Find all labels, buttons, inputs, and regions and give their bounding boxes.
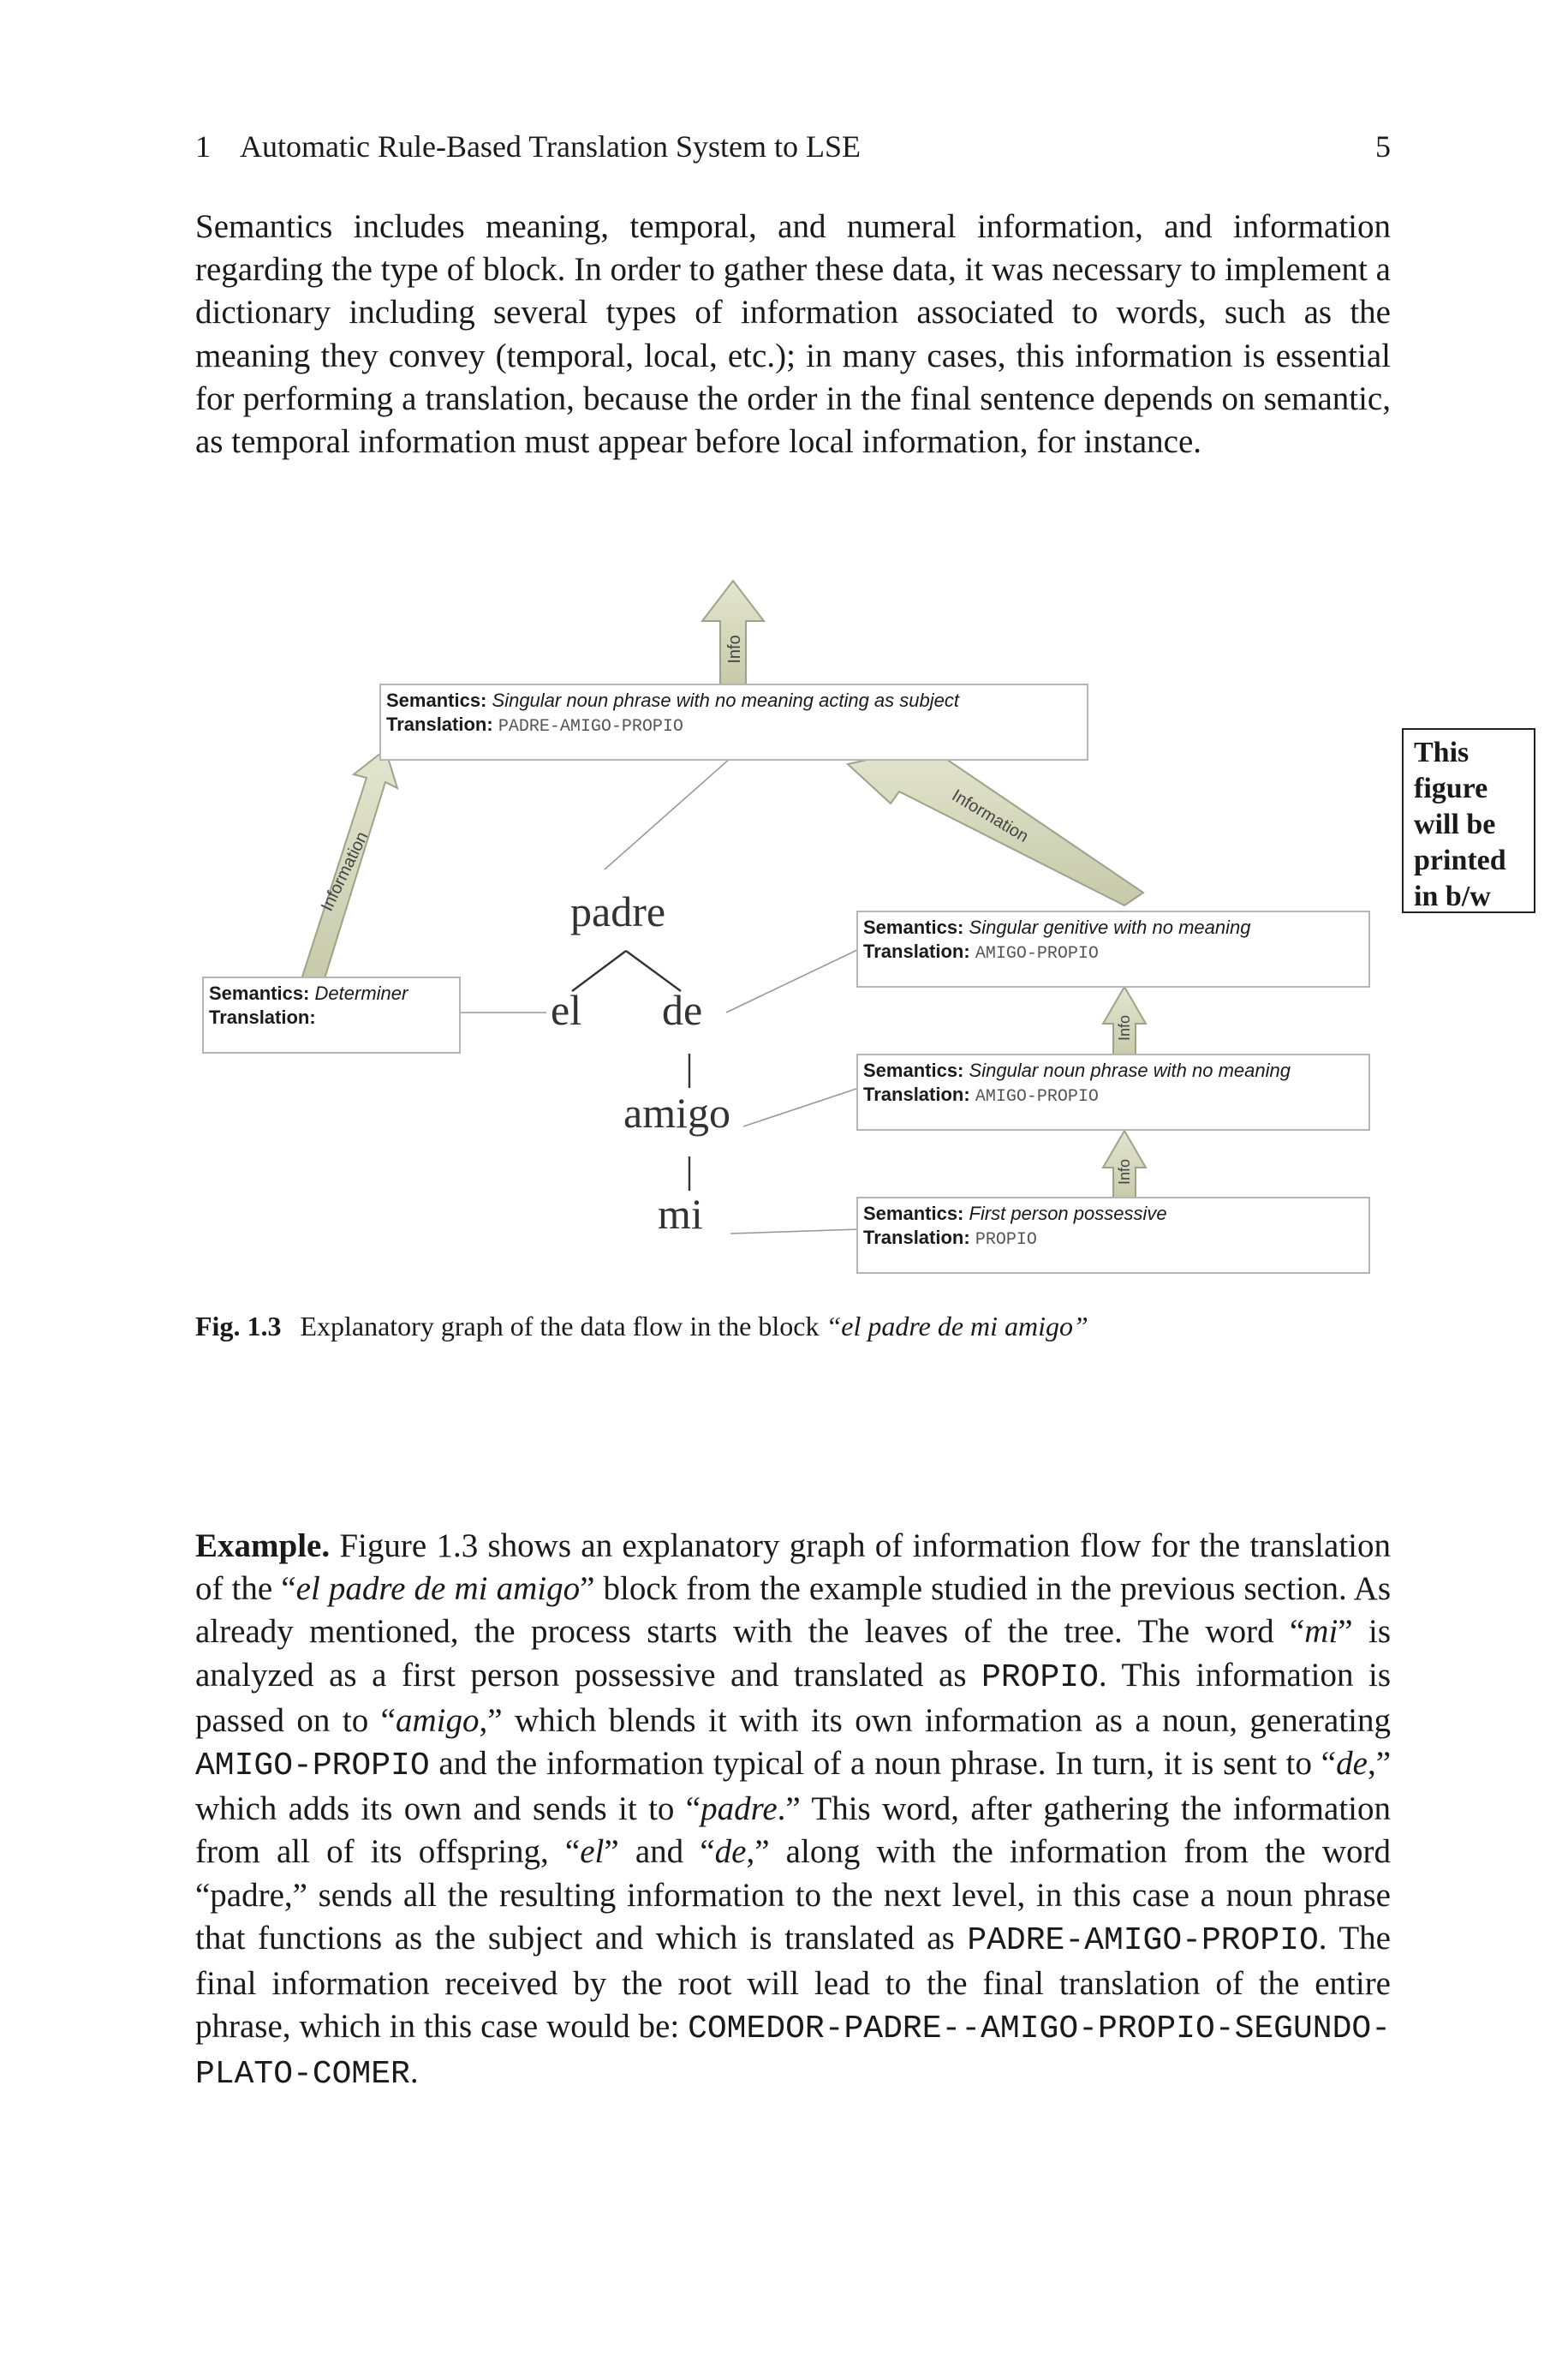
figure-caption xyxy=(195,1311,1088,1342)
translation-value: AMIGO-PROPIO xyxy=(975,944,1099,964)
text-run: ” and “ xyxy=(604,1833,715,1871)
notice-line: This xyxy=(1414,737,1470,768)
word-mi: mi xyxy=(658,1190,703,1238)
italic-run: el padre de mi amigo xyxy=(295,1570,581,1608)
box-noun-phrase-subject xyxy=(379,684,1088,761)
chapter-title: Automatic Rule-Based Translation System to LSE xyxy=(240,129,861,164)
info-arrow-top xyxy=(702,581,764,685)
text-run: . The final information received by the root will lead to the final translation of the entire phrase, which in this case would be: xyxy=(195,1919,1391,2046)
information-arrow-right xyxy=(848,742,1143,905)
info-label: Info xyxy=(1116,1014,1133,1042)
info-arrow-gen xyxy=(1103,987,1146,1058)
italic-run: padre xyxy=(701,1790,778,1828)
box-genitive xyxy=(856,911,1370,988)
semantics-value: First person possessive xyxy=(969,1203,1167,1224)
italic-run: mi xyxy=(1304,1613,1338,1651)
text-run: ” block from the example studied in the previous section. As already mentioned, the process starts with the leaves of the tree. The word “ xyxy=(195,1570,1391,1651)
notice-line: printed xyxy=(1414,845,1506,876)
semantics-key: Semantics: xyxy=(386,690,487,711)
box-noun-phrase xyxy=(856,1054,1370,1131)
paragraph-text: Semantics includes meaning, temporal, and numeral information, and information regarding the type of block. In order to gather these data, it was necessary to implement a dictionary including several types of information associated to words, such as the meaning they convey (temporal, local, etc.); in many cases, this information is essential for performing a translation, because the order in the final sentence depends on semantic, as temporal information must appear before local information, for instance. xyxy=(195,208,1391,461)
notice-line-text: will be xyxy=(1414,809,1496,840)
semantics-key: Semantics: xyxy=(863,1060,964,1081)
mono-run: AMIGO-PROPIO xyxy=(195,1748,430,1785)
mono-run: PROPIO xyxy=(981,1658,1099,1696)
translation-value: AMIGO-PROPIO xyxy=(975,1087,1099,1107)
text-run: ,” along with the information from the word “padre,” sends all the resulting information to the next level, in this case a noun phrase that functions as the subject and which is translated as xyxy=(195,1833,1391,1957)
italic-run: de xyxy=(1336,1745,1368,1783)
information-arrow-left xyxy=(302,750,397,987)
text-run: . This information is passed on to “ xyxy=(195,1656,1391,1739)
mono-run: COMEDOR-PADRE--AMIGO-PROPIO-SEGUNDO-PLATO-COMER xyxy=(195,2011,1391,2094)
page-number: 5 xyxy=(1375,129,1391,164)
info-arrow-np xyxy=(1103,1131,1146,1201)
text-run: ” is analyzed as a first person possessive and translated as xyxy=(195,1613,1391,1694)
info-label: Info xyxy=(1116,1158,1133,1186)
box-determiner xyxy=(202,977,461,1054)
italic-run: de xyxy=(714,1833,747,1871)
translation-key: Translation: xyxy=(863,1084,970,1105)
info-label: Info xyxy=(725,635,744,664)
example-lead: Example. xyxy=(195,1527,331,1564)
translation-key: Translation: xyxy=(209,1007,316,1028)
word-amigo: amigo xyxy=(623,1089,730,1137)
information-label-left: Information xyxy=(317,828,373,915)
caption-phrase: “el padre de mi amigo” xyxy=(826,1311,1088,1341)
running-head xyxy=(195,128,1391,164)
translation-key: Translation: xyxy=(863,941,970,962)
semantics-key: Semantics: xyxy=(863,917,964,938)
text-run: ,” which adds its own and sends it to “ xyxy=(195,1745,1391,1828)
body-paragraph-1 xyxy=(195,206,1391,463)
chapter-number: 1 xyxy=(195,129,211,164)
word-de: de xyxy=(662,986,703,1034)
body-paragraph-2 xyxy=(195,1525,1391,2097)
connector-lines xyxy=(461,758,859,1234)
figure-data-flow xyxy=(195,574,1394,1276)
italic-run: el xyxy=(580,1833,605,1871)
text-run: .” This word, after gathering the information from all of its offspring, “ xyxy=(195,1790,1392,1871)
notice-line xyxy=(1414,807,1523,843)
print-notice xyxy=(1402,728,1535,913)
translation-key: Translation: xyxy=(386,714,493,735)
notice-line: in b/w xyxy=(1414,881,1491,912)
semantics-key: Semantics: xyxy=(863,1203,964,1224)
caption-label: Fig. 1.3 xyxy=(195,1311,282,1341)
information-label-right: Information xyxy=(948,786,1032,847)
text-run: ,” which blends it with its own information as a noun, generating xyxy=(479,1701,1391,1739)
word-padre: padre xyxy=(570,887,666,935)
semantics-value: Singular noun phrase with no meaning acting as subject xyxy=(492,690,959,711)
semantics-value: Singular noun phrase with no meaning xyxy=(969,1060,1291,1081)
text-run: and the information typical of a noun phrase. In turn, it is sent to “ xyxy=(429,1745,1337,1783)
semantics-key: Semantics: xyxy=(209,983,310,1004)
box-possessive xyxy=(856,1197,1370,1274)
text-run: . xyxy=(409,2053,419,2091)
notice-line: figure xyxy=(1414,773,1488,804)
translation-value: PADRE-AMIGO-PROPIO xyxy=(498,717,683,737)
translation-value: PROPIO xyxy=(975,1230,1037,1250)
italic-run: amigo xyxy=(396,1701,480,1739)
example-paragraph xyxy=(195,1525,1391,2097)
caption-text: Explanatory graph of the data flow in the block xyxy=(300,1311,820,1341)
semantics-value: Determiner xyxy=(314,983,408,1004)
translation-key: Translation: xyxy=(863,1227,970,1248)
semantics-value: Singular genitive with no meaning xyxy=(969,917,1251,938)
word-el: el xyxy=(551,986,582,1034)
mono-run: PADRE-AMIGO-PROPIO xyxy=(967,1921,1319,1959)
text-run: Figure 1.3 shows an explanatory graph of information flow for the translation of the “ xyxy=(195,1527,1391,1608)
